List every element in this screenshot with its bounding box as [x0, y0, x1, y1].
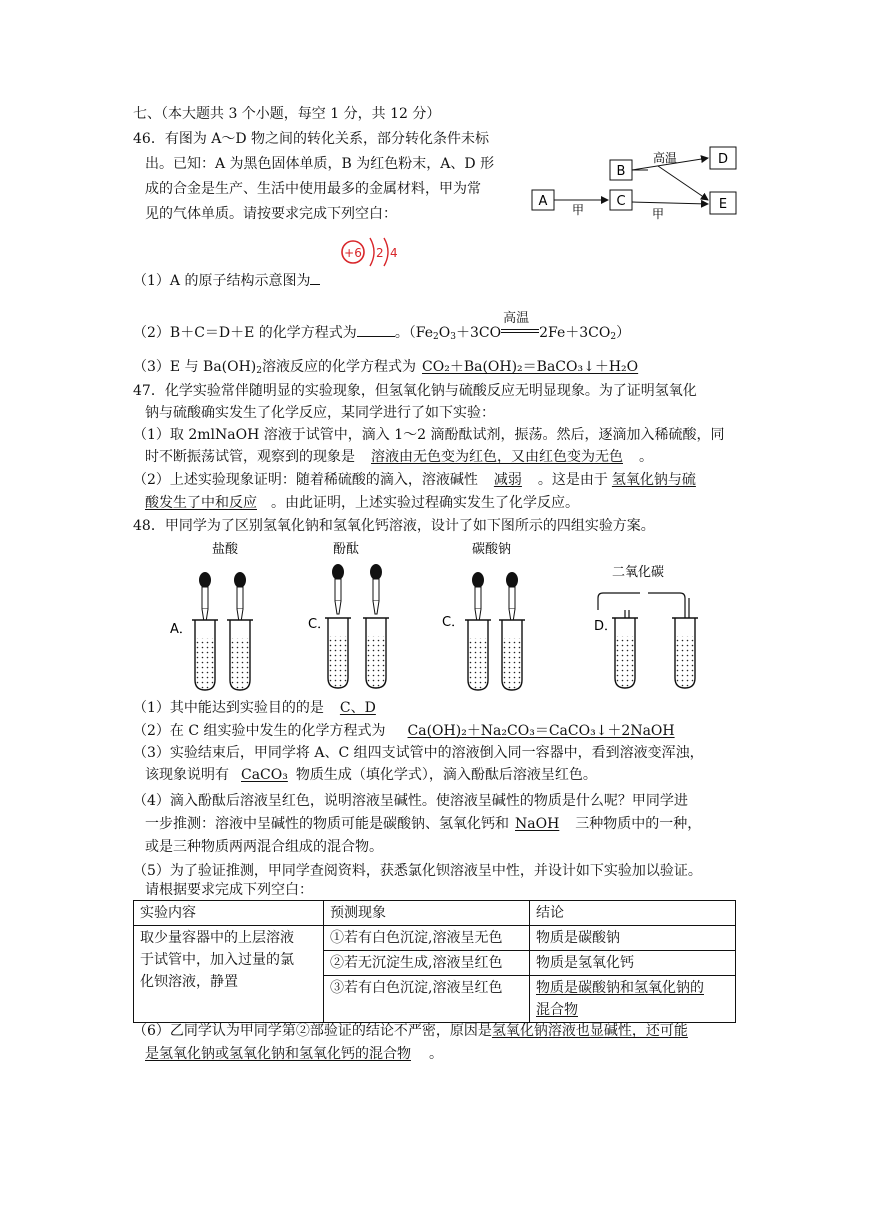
- q46-part1-blank[interactable]: [310, 270, 320, 285]
- group-a-letter: A．: [170, 622, 192, 637]
- conversion-diagram: [528, 142, 748, 224]
- q47-line4-end: 。: [639, 449, 653, 465]
- q48-part4-text: 一步推测：溶液中呈碱性的物质可能是碳酸钠、氢氧化钙和: [145, 816, 509, 832]
- q46-intro-line4: 见的气体单质。请按要求完成下列空白：: [145, 206, 397, 222]
- q48-part2: [133, 721, 697, 741]
- q48-part3-line1: （3）实验结束后，甲同学将 A、C 组四支试管中的溶液倒入同一容器中，看到溶液变浑浊，: [133, 745, 704, 761]
- q48-part4-answer[interactable]: NaOH: [515, 816, 560, 832]
- q48-part4-text-b: 三种物质中的一种，: [575, 816, 702, 832]
- content-line3: 化钡溶液，静置: [140, 974, 238, 990]
- label-jia-2: 甲: [652, 207, 665, 221]
- q46-part3-text: （3）E 与 Ba(OH): [133, 359, 257, 375]
- q47-line2: 钠与硫酸确实发生了化学反应，某同学进行了如下实验：: [145, 405, 495, 421]
- q47-line5-mid: 。这是由于: [537, 472, 608, 488]
- table-row: [134, 926, 736, 951]
- reaction-condition: 高温: [503, 311, 530, 326]
- q48-part2-answer[interactable]: Ca(OH)₂＋Na₂CO₃＝CaCO₃↓＋2NaOH: [407, 723, 675, 739]
- q48-part4-line2: [145, 814, 701, 834]
- q47-reason-answer-cont[interactable]: 酸发生了中和反应: [145, 495, 257, 511]
- q46-part2-tail: 。（Fe: [394, 325, 434, 341]
- label-high-temp: 高温: [653, 151, 678, 165]
- q47-line4: [145, 447, 653, 467]
- shell1-count: 2: [376, 246, 384, 260]
- header-phenomenon: 预测现象: [324, 901, 530, 926]
- q46-part3: （3）E 与 $Ba(OH)_2$溶液反应的化学方程式为 CO₂＋Ba(OH)₂＝BaCO₃↓＋H₂O: [133, 357, 662, 381]
- node-e: E: [718, 197, 728, 212]
- q48-part3-text-b: 物质生成（填化学式），滴入酚酞后溶液呈红色。: [295, 767, 597, 783]
- reagent-hydrochloric-acid: 盐酸: [212, 542, 239, 557]
- node-b: B: [616, 164, 626, 179]
- atom-structure-diagram: [338, 234, 404, 280]
- q46-part1: [133, 270, 320, 291]
- q47-phenomenon-answer[interactable]: 溶液由无色变为红色，又由红色变为无色: [371, 449, 623, 465]
- section-title: 七、（本大题共 3 个小题，每空 1 分，共 12 分）: [133, 106, 441, 122]
- group-c-letter: C．: [442, 615, 465, 630]
- conclusion-3-line1: 物质是碳酸钠和氢氧化钠的: [536, 980, 704, 996]
- q47-line4-text: 时不断振荡试管，观察到的现象是: [145, 449, 355, 465]
- q48-intro: 48．甲同学为了区别氢氧化钠和氢氧化钙溶液，设计了如下图所示的四组实验方案。: [133, 518, 655, 534]
- q48-part2-text: （2）在 C 组实验中发生的化学方程式为: [133, 723, 386, 739]
- conclusion-1: 物质是碳酸钠: [530, 926, 736, 951]
- q48-part4-line1: （4）滴入酚酞后溶液呈红色，说明溶液呈碱性。使溶液呈碱性的物质是什么呢？甲同学进: [133, 793, 688, 809]
- conclusion-3-line2: 混合物: [536, 1002, 578, 1018]
- q48-part4-line3: 或是三种物质两两混合组成的混合物。: [145, 839, 383, 855]
- q46-part2-ans-b: ＋3CO: [456, 325, 502, 341]
- phenomenon-1: ①若有白色沉淀,溶液呈无色: [324, 926, 530, 951]
- q47-reason-answer[interactable]: 氢氧化钠与硫: [611, 472, 696, 488]
- q48-part5-line2: 请根据要求完成下列空白：: [145, 882, 313, 898]
- node-d: D: [717, 152, 729, 167]
- q48-part3-text: 该现象说明有: [145, 767, 229, 783]
- q46-part2-ans-a: O: [438, 325, 451, 341]
- q46-part3-answer[interactable]: CO₂＋Ba(OH)₂＝BaCO₃↓＋H₂O: [422, 359, 639, 375]
- q46-part1-text: （1）A 的原子结构示意图为: [133, 273, 311, 289]
- header-content: 实验内容: [134, 901, 324, 926]
- q47-line6-text: 。由此证明，上述实验过程确实发生了化学反应。: [271, 495, 579, 511]
- shell2-count: 4: [390, 246, 398, 260]
- q48-part1-answer[interactable]: C、D: [339, 700, 376, 716]
- q48-part3-answer[interactable]: CaCO₃: [241, 767, 288, 783]
- q46-intro-line1: 46．有图为 A～D 物之间的转化关系，部分转化条件未标: [133, 131, 490, 147]
- q47-line5: [133, 470, 696, 490]
- node-a: A: [538, 194, 548, 209]
- header-conclusion: 结论: [530, 901, 736, 926]
- q48-part1-text: （1）其中能达到实验目的的是: [133, 700, 324, 716]
- q48-part6-line1: [133, 1021, 688, 1041]
- q47-line3: （1）取 2mlNaOH 溶液于试管中，滴入 1～2 滴酚酞试剂，振荡。然后，逐滴加入稀硫酸，同: [133, 427, 725, 443]
- q47-line1: 47．化学实验常伴随明显的实验现象，但氢氧化钠与硫酸反应无明显现象。为了证明氢氧化: [133, 383, 697, 399]
- q48-part1: [133, 698, 400, 718]
- q46-part2-ans-c: 2Fe＋3CO: [539, 325, 611, 341]
- reagent-carbon-dioxide: 二氧化碳: [612, 565, 665, 580]
- experiment-figure: [160, 538, 700, 696]
- node-c: C: [616, 194, 626, 209]
- label-jia-1: 甲: [572, 203, 585, 217]
- experiment-content-cell: [134, 926, 324, 1023]
- content-line1: 取少量容器中的上层溶液: [140, 930, 294, 946]
- reagent-phenolphthalein: 酚酞: [333, 542, 360, 557]
- q47-line5-text: （2）上述实验现象证明：随着稀硫酸的滴入，溶液碱性: [133, 472, 478, 488]
- phenomenon-3: ③若有白色沉淀,溶液呈红色: [324, 976, 530, 1023]
- q48-part6-answer-cont[interactable]: 是氢氧化钠或氢氧化钠和氢氧化钙的混合物: [145, 1046, 411, 1062]
- q48-part6-answer[interactable]: 氢氧化钠溶液也显碱性，还可能: [491, 1023, 688, 1039]
- verification-table: [133, 900, 736, 1023]
- conclusion-2: 物质是氢氧化钙: [530, 951, 736, 976]
- group-b-letter: C．: [308, 617, 331, 632]
- nucleus-charge: +6: [344, 246, 362, 260]
- q46-part2-end: ）: [616, 325, 631, 341]
- group-d-letter: D．: [594, 619, 618, 634]
- q48-part6-text: （6）乙同学认为甲同学第②部验证的结论不严密，原因是: [133, 1023, 492, 1039]
- q46-intro-line2: 出。已知：A 为黑色固体单质，B 为红色粉末，A、D 形: [145, 156, 495, 172]
- table-header-row: [134, 901, 736, 926]
- conclusion-3-answer[interactable]: [530, 976, 736, 1023]
- q47-alkalinity-answer[interactable]: 减弱: [493, 472, 522, 488]
- q48-part3-line2: [145, 765, 597, 785]
- q48-part5-line1: （5）为了验证推测，甲同学查阅资料，获悉氯化钡溶液呈中性，并设计如下实验加以验证。: [133, 863, 702, 879]
- content-line2: 于试管中，加入过量的氯: [140, 952, 294, 968]
- q47-line6: [145, 493, 579, 513]
- q48-part6-end: 。: [429, 1046, 443, 1062]
- q46-intro-line3: 成的合金是生产、生活中使用最多的金属材料，甲为常: [145, 181, 481, 197]
- reaction-arrow-high-temp: [501, 311, 539, 337]
- phenomenon-2: ②若无沉淀生成,溶液呈红色: [324, 951, 530, 976]
- q48-part6-line2: [145, 1044, 443, 1064]
- q46-part2-text: （2）B＋C＝D＋E 的化学方程式为: [133, 325, 357, 341]
- q46-part2: （2）B＋C＝D＋E 的化学方程式为 。（$Fe_2O_3+3CO$ 高温 $2Fe+3CO_2$）: [133, 311, 631, 342]
- q46-part2-blank[interactable]: [357, 322, 395, 337]
- reagent-sodium-carbonate: 碳酸钠: [472, 542, 512, 557]
- q46-part3-text-b: 溶液反应的化学方程式为: [262, 359, 417, 375]
